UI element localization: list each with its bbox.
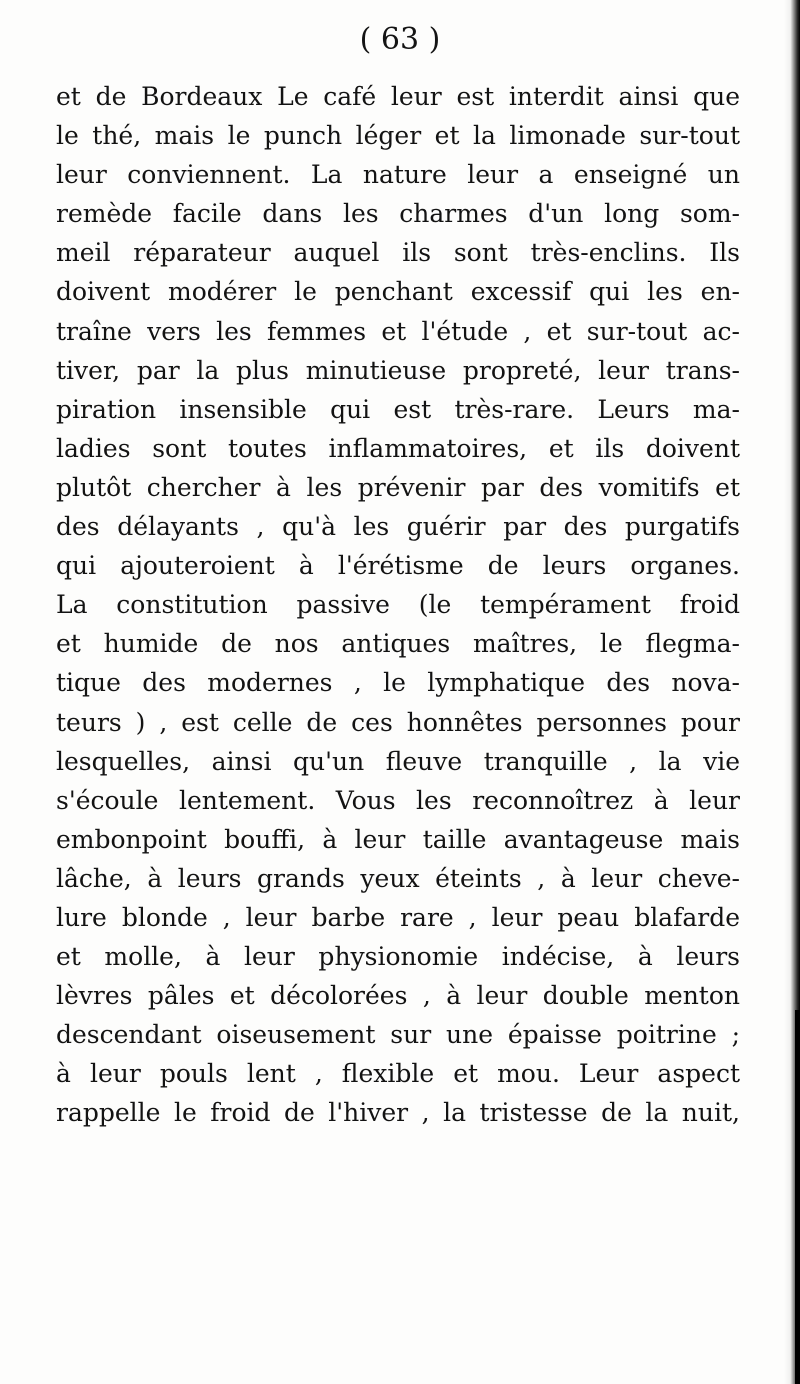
text-line: remède facile dans les charmes d'un long som- <box>56 199 740 229</box>
text-line: lure blonde , leur barbe rare , leur peau blafarde <box>56 902 740 932</box>
text-line: descendant oiseusement sur une épaisse poitrine ; <box>56 1020 740 1050</box>
text-line: tique des modernes , le lymphatique des nova- <box>56 668 740 698</box>
text-line: à leur pouls lent , flexible et mou. Leur aspect <box>56 1059 740 1089</box>
text-line: teurs ) , est celle de ces honnêtes personnes pour <box>56 707 740 737</box>
text-line: lesquelles, ainsi qu'un fleuve tranquille , la vie <box>56 746 740 776</box>
text-line: rappelle le froid de l'hiver , la tristesse de la nuit, <box>56 1098 740 1128</box>
body-text <box>56 77 740 1133</box>
text-line: s'écoule lentement. Vous les reconnoîtrez à leur <box>56 785 740 815</box>
text-line: embonpoint bouffi, à leur taille avantageuse mais <box>56 824 740 854</box>
text-line: et molle, à leur physionomie indécise, à leurs <box>56 942 740 972</box>
text-line: plutôt chercher à les prévenir par des vomitifs et <box>56 472 740 502</box>
text-line: traîne vers les femmes et l'étude , et sur-tout ac- <box>56 316 740 346</box>
text-line: et de Bordeaux Le café leur est interdit ainsi que <box>56 82 740 111</box>
page-edge-dark <box>795 1010 800 1384</box>
text-line: le thé, mais le punch léger et la limonade sur-tout <box>56 121 740 151</box>
text-line: qui ajouteroient à l'érétisme de leurs organes. <box>56 551 740 581</box>
text-line: piration insensible qui est très-rare. Leurs ma- <box>56 394 740 424</box>
text-line: tiver, par la plus minutieuse propreté, leur trans- <box>56 355 740 385</box>
text-line: doivent modérer le penchant excessif qui les en- <box>56 277 740 307</box>
page-number: ( 63 ) <box>359 22 441 57</box>
text-line: des délayants , qu'à les guérir par des purgatifs <box>56 512 740 542</box>
text-line: leur conviennent. La nature leur a enseigné un <box>56 160 740 190</box>
text-line: La constitution passive (le tempérament froid <box>56 590 740 620</box>
text-line: et humide de nos antiques maîtres, le flegma- <box>56 629 740 659</box>
text-line: lèvres pâles et décolorées , à leur double menton <box>56 981 740 1011</box>
text-line: ladies sont toutes inflammatoires, et ils doivent <box>56 433 740 463</box>
text-line: meil réparateur auquel ils sont très-enclins. Ils <box>56 238 740 268</box>
text-line: lâche, à leurs grands yeux éteints , à leur cheve- <box>56 863 740 893</box>
